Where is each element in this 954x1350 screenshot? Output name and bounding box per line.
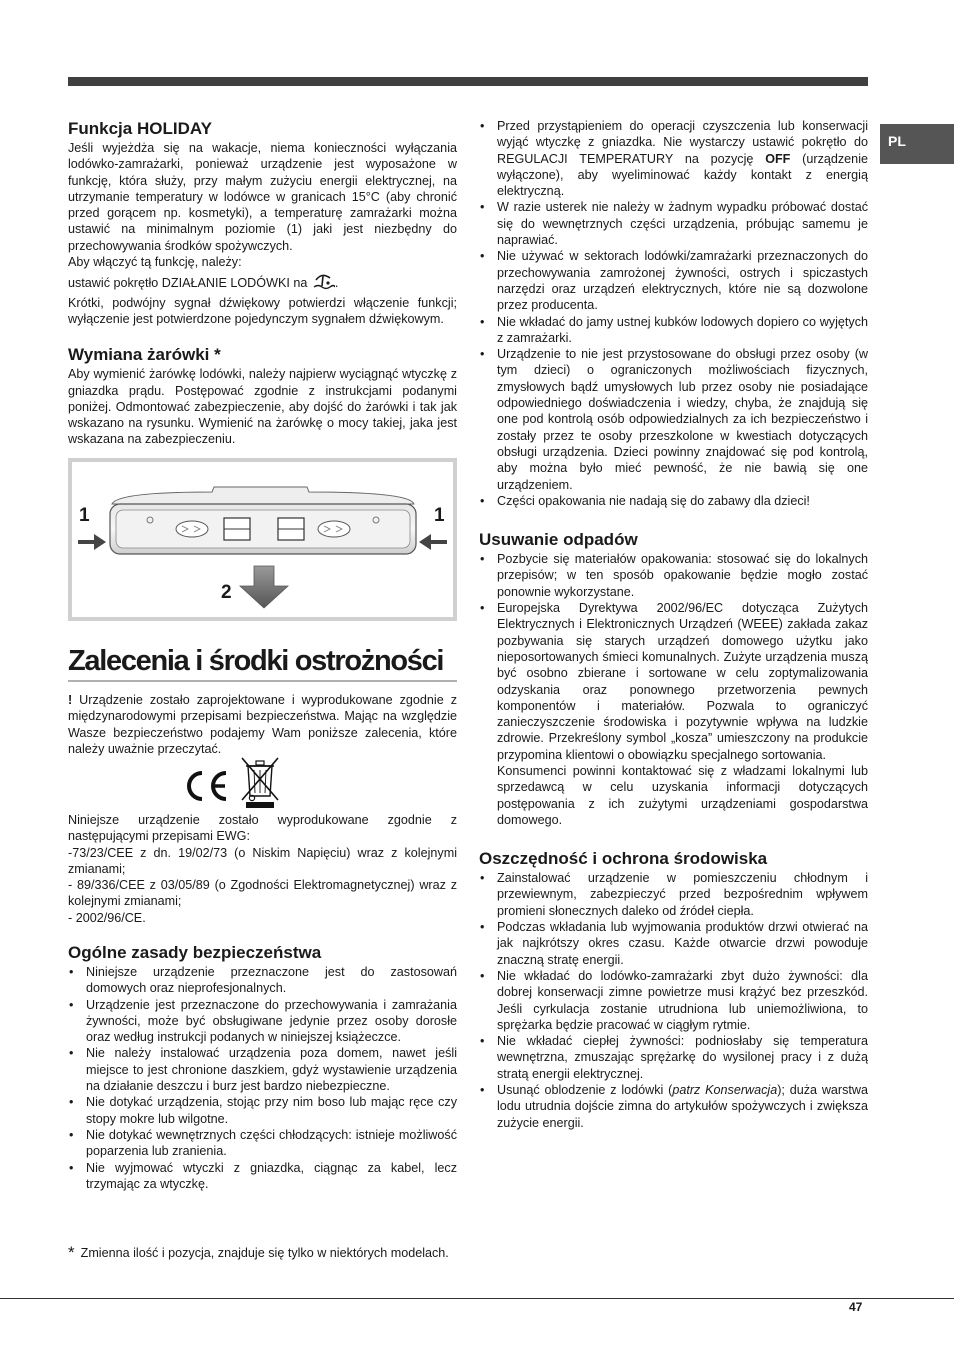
ewg-directives xyxy=(68,812,457,926)
list-item: • Usunąć oblodzenie z lodówki (patrz Konserwacja); duża warstwa lodu utrudnia dojście zimna do artykułów spożywczych i zwiększa zużycie energii. xyxy=(479,1082,868,1131)
holiday-step-text: ustawić pokrętło DZIAŁANIE LODÓWKI na xyxy=(68,276,308,291)
right-arrow xyxy=(419,534,447,550)
footnote-text: Zmienna ilość i pozycja, znajduje się tylko w niektórych modelach. xyxy=(80,1246,449,1260)
bulb-replacement-figure xyxy=(68,458,457,621)
holiday-heading: Funkcja HOLIDAY xyxy=(68,119,212,138)
holiday-step: ustawić pokrętło DZIAŁANIE LODÓWKI na . xyxy=(68,273,457,294)
holiday-beach-icon xyxy=(313,273,335,294)
holiday-signal: Krótki, podwójny sygnał dźwiękowy potwierdzi włączenie funkcji; wyłączenie jest potwierdzone pojedynczym sygnałem dźwiękowym. xyxy=(68,295,457,326)
list-item: • Urządzenie to nie jest przystosowane do obsługi przez osoby (w tym dzieci) o ograniczonych możliwościach fizycznych, zmysłowych bądź umysłowych lub przez osoby nie posiadające odpowiedniego doświadczenia i wiedzy, chyba, że znajdują się one pod kontrolą osób odpowiedzialnych za ich bezpieczeństwo i zostały przez te osoby przeszkolone w kwestiach dotyczących obsługi urządzenia. Dzieci powinny znajdować się pod kontrolą, aby można było mieć pewność, że nie bawią się one urządzeniem. xyxy=(479,346,868,493)
list-item: • Przed przystąpieniem do operacji czyszczenia lub konserwacji wyjąć wtyczkę z gniazdka. Nie wystarczy ustawić pokrętło do REGULACJI TEMPERATURY na pozycję OFF (urządzenie wyłączone), aby wyeliminować każdy kontakt z energią elektryczną. xyxy=(479,118,868,199)
right-column xyxy=(479,118,868,1131)
list-item: • Nie wkładać do jamy ustnej kubków lodowych dopiero co wyjętych z zamrażarki. xyxy=(479,314,868,347)
list-item: • W razie usterek nie należy w żadnym wypadku próbować dostać się do wewnętrznych części urządzenia, próbując samemu je naprawiać. xyxy=(479,199,868,248)
bulb-paragraph: Aby wymienić żarówkę lodówki, należy najpierw wyciągnąć wtyczkę z gniazdka prądu. Postępować zgodnie z instrukcjami podanymi poniżej. Odmontować zabezpieczenie, aby dojść do żarówki i tak jak wskazano na rysunku. Wymienić na żarówkę o mocy takiej, jaka jest wskazana na zabezpieczeniu. xyxy=(68,367,457,447)
intro-text: Urządzenie zostało zaprojektowane i wyprodukowane zgodnie z międzynarodowymi przepisami bezpieczeństwa. Mając na względzie Wasze bezpieczeństwo podajemy Wam poniższe zalecenia, które należy uważnie przeczytać. xyxy=(68,693,457,756)
list-item: • Podczas wkładania lub wyjmowania produktów drzwi otwierać na jak najkrótszy okres czasu. Każde otwarcie drzwi powoduje znaczną stratę energii. xyxy=(479,919,868,968)
list-item: • Nie dotykać wewnętrznych części chłodzących: istnieje możliwość poparzenia lub zranienia. xyxy=(68,1127,457,1160)
ewg-line: -73/23/CEE z dn. 19/02/73 (o Niskim Napięciu) wraz z kolejnymi zmianami; xyxy=(68,845,457,876)
ce-mark-icon xyxy=(189,773,226,799)
list-item: • Europejska Dyrektywa 2002/96/EC dotycząca Zużytych Elektrycznych i Elektronicznych Urządzeń (WEEE) zakłada zakaz pozbywania się starych urządzeń domowego użytku jako nieposortowanych śmieci komunalnych. Zużyte urządzenia muszą być osobno zbierane i sortowane w celu zoptymalizowania odzyskania oraz ponownego przetworzenia pewnych komponentów i materiałów. Pozwala to ograniczyć zanieczyszczenie środowiska i pozytywnie wpływa na ludzkie zdrowie. Przekreślony symbol „kosza” umieszczony na produkcie przypomina klientowi o obowiązku specjalnego sortowania. xyxy=(479,600,868,763)
safety-continued-list xyxy=(479,118,868,509)
list-item: • Części opakowania nie nadają się do zabawy dla dzieci! xyxy=(479,493,868,509)
general-safety-heading: Ogólne zasady bezpieczeństwa xyxy=(68,943,322,962)
general-safety-list xyxy=(68,964,457,1192)
figure-label-right: 1 xyxy=(434,505,445,526)
waste-disposal-heading: Usuwanie odpadów xyxy=(479,530,638,550)
list-item: • Zainstalować urządzenie w pomieszczeniu chłodnym i przewiewnym, zabezpieczyć przed bezpośrednim wpływem promieni słonecznych daleko od źródeł ciepła. xyxy=(479,870,868,919)
bulb-heading: Wymiana żarówki * xyxy=(68,345,221,365)
list-item: • Nie używać w sektorach lodówki/zamrażarki przeznaczonych do przechowywania zamrożonej żywności, ostrych i spiczastych narzędzi oraz urządzeń elektrycznych, które nie są dozwolone przez producenta. xyxy=(479,248,868,313)
list-item: • Nie wkładać ciepłej żywności: podniosłaby się temperatura wewnętrzna, zmuszając sprężarkę do wysilonej pracy i z dużą stratą energii elektrycznej. xyxy=(479,1033,868,1082)
list-item: • Nie dotykać urządzenia, stojąc przy nim boso lub mając ręce czy stopy mokre lub wilgotne. xyxy=(68,1094,457,1127)
bottom-rule xyxy=(0,1298,954,1299)
footnote xyxy=(68,1245,457,1261)
general-safety-section xyxy=(68,942,457,1192)
ewg-line: - 89/336/CEE z 03/05/89 (o Zgodności Elektromagnetycznej) wraz z kolejnymi zmianami; xyxy=(68,878,457,909)
top-rule xyxy=(68,77,868,86)
holiday-instruction: Aby włączyć tą funkcję, należy: xyxy=(68,255,242,270)
ewg-line: Niniejsze urządzenie zostało wyprodukowane zgodnie z następującymi przepisami EWG: xyxy=(68,813,457,844)
list-item: • Nie należy instalować urządzenia poza domem, nawet jeśli miejsce to jest chronione daszkiem, gdyż wystawienie urządzenia na działanie deszczu i burz jest bardzo niebezpieczne. xyxy=(68,1045,457,1094)
list-item: • Nie wyjmować wtyczki z gniazdka, ciągnąc za kabel, lecz trzymając za wtyczkę. xyxy=(68,1160,457,1193)
warning-mark: ! xyxy=(68,693,73,707)
weee-bin-icon xyxy=(242,758,278,808)
precautions-title: Zalecenia i środki ostrożności xyxy=(68,643,457,682)
waste-disposal-extra: Konsumenci powinni kontaktować się z władzami lokalnymi lub sprzedawcą w celu uzyskania informacji dotyczących postępowania z ich zużytymi urządzeniami gospodarstwa domowego. xyxy=(497,763,868,827)
left-column xyxy=(68,118,457,448)
language-tab: PL xyxy=(880,124,954,164)
list-item: • Pozbycie się materiałów opakowania: stosować się do lokalnych przepisów; w ten sposób opakowanie będzie mogło zostać ponownie wykorzystane. xyxy=(479,551,868,600)
footnote-star: * xyxy=(68,1243,75,1262)
list-item: • Nie wkładać do lodówko-zamrażarki zbyt dużo żywności: dla dobrej konserwacji zimne powietrze musi krążyć bez przeszkód. Jeśli cyrkulacja zostanie utrudniona lub uniemożliwiona, to sprężarka będzie pracować w ciągłym rytmie. xyxy=(479,968,868,1033)
intro-paragraph xyxy=(68,692,457,757)
list-item: • Urządzenie jest przeznaczone do przechowywania i zamrażania żywności, może być obsługiwane jedynie przez osoby dorosłe oraz według instrukcji podanych w niniejszej książeczce. xyxy=(68,997,457,1046)
energy-saving-heading: Oszczędność i ochrona środowiska xyxy=(479,849,768,869)
list-item: • Niniejsze urządzenie przeznaczone jest do zastosowań domowych oraz nieprofesjonalnych. xyxy=(68,964,457,997)
holiday-paragraph: Jeśli wyjeżdża się na wakacje, niema konieczności wyłączania lodówko-zamrażarki, ponieważ urządzenie jest wyposażone w funkcję, która służy, przy małym zużyciu energii elektrycznej, na utrzymanie temperatury w lodówce w granicach 15°C (aby chronić przed gorącem np. kosmetyki), a temperaturę zamrażarki można ustawić na minimalnym poziomie (1) jaki jest niezbędny do przechowywania środków spożywczych. xyxy=(68,141,457,253)
ewg-line: - 2002/96/CE. xyxy=(68,910,146,925)
figure-label-left: 1 xyxy=(79,505,90,526)
energy-saving-list xyxy=(479,870,868,1131)
left-arrow xyxy=(78,534,106,550)
compliance-symbols xyxy=(180,756,280,810)
figure-label-bottom: 2 xyxy=(221,582,232,603)
page-number: 47 xyxy=(849,1300,863,1314)
waste-disposal-list xyxy=(479,551,868,763)
